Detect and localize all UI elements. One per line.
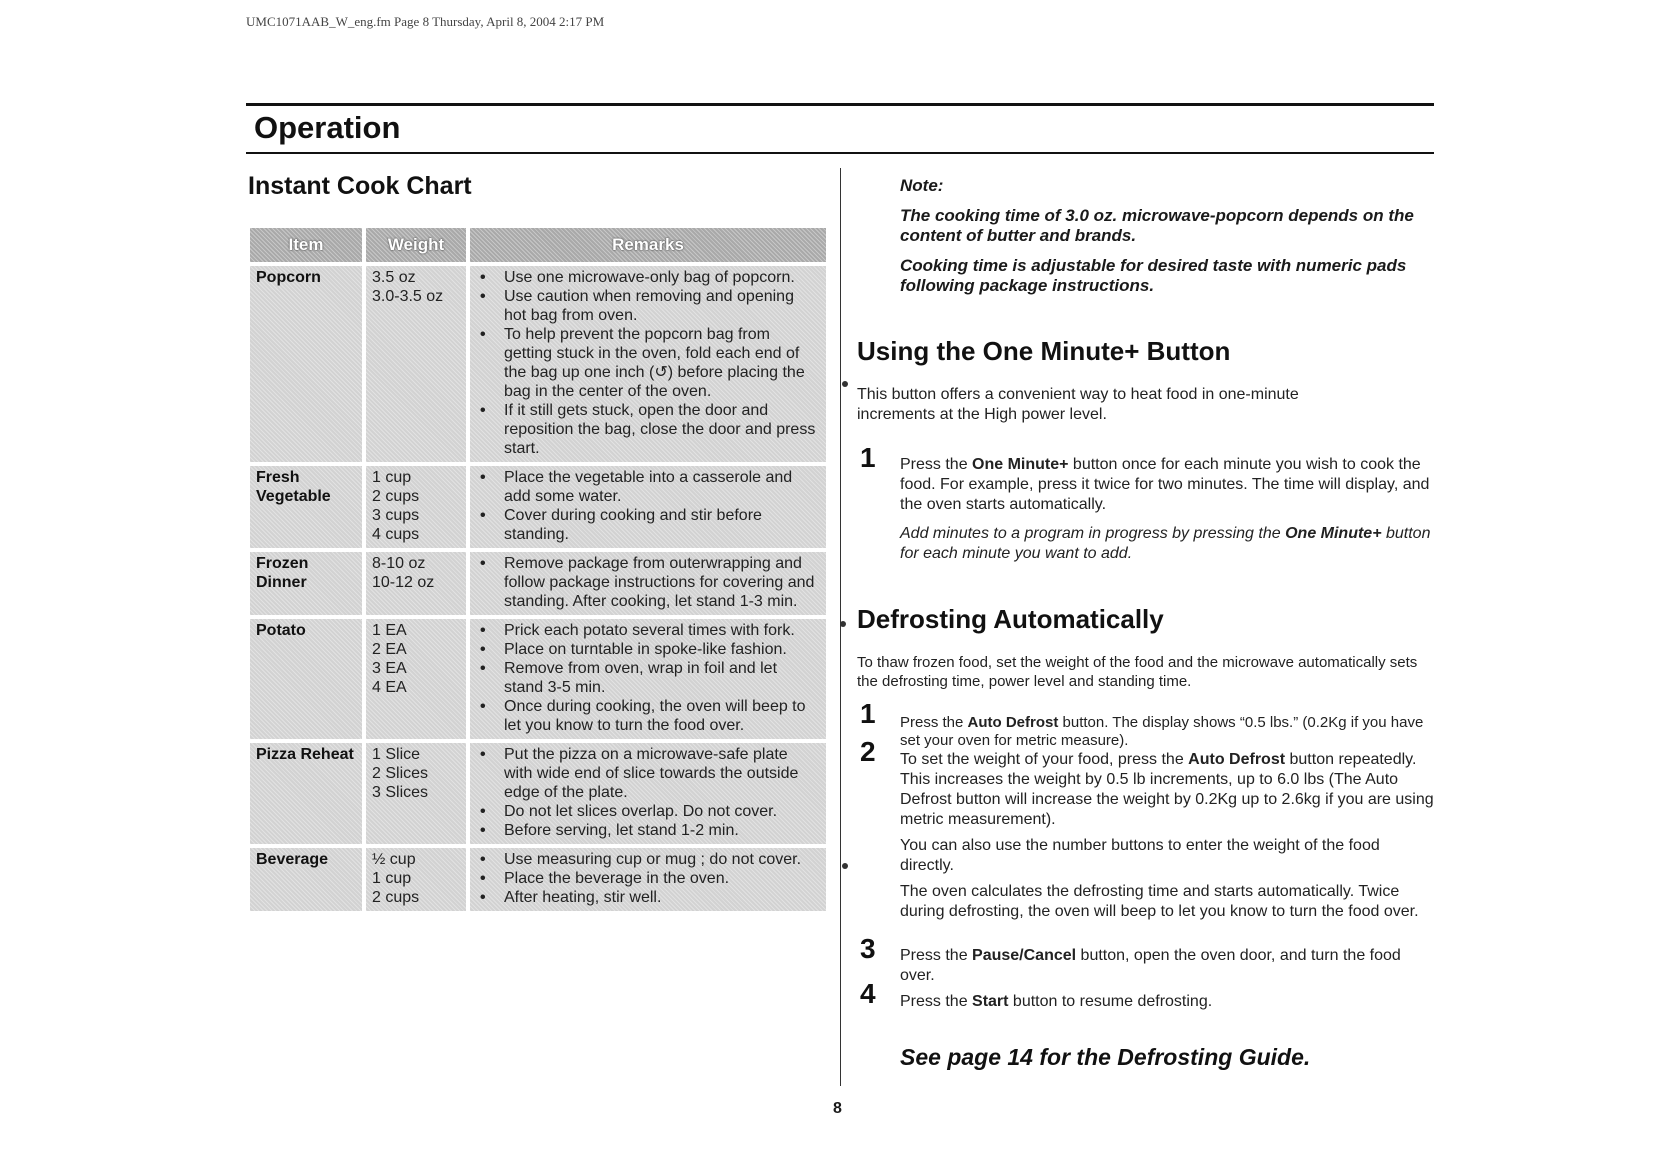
weight-value: 10-12 oz: [372, 574, 435, 591]
table-row-potato: [250, 619, 826, 739]
one-minute-title: Using the One Minute+ Button: [857, 336, 1231, 366]
table-row-beverage: [250, 848, 826, 911]
remark-item: • If it still gets stuck, open the door and reposition the bag, close the door and press start.: [476, 401, 820, 458]
defrost-step-2-extra: The oven calculates the defrosting time and starts automatically. Twice during defrosting, the oven will beep to let you know to turn the food over.: [900, 883, 1419, 920]
remark-item: • Put the pizza on a microwave-safe plate with wide end of slice towards the outside edge of the plate.: [476, 745, 820, 802]
instant-cook-table: [246, 224, 830, 915]
remark-item: • Remove package from outerwrapping and follow package instructions for covering and standing. After cooking, let stand 1-3 min.: [476, 554, 820, 611]
margin-mark: [842, 381, 848, 387]
remark-item: • Place the beverage in the oven.: [476, 869, 820, 888]
remarks-cell: [470, 552, 826, 615]
margin-mark: [842, 863, 848, 869]
remarks-cell: [470, 266, 826, 462]
weight-value: 2 Slices: [372, 765, 429, 782]
remarks-cell: [470, 466, 826, 548]
weight-value: 1 EA: [372, 622, 407, 639]
weight-value: 3.0-3.5 oz: [372, 288, 444, 305]
weight-value: 3.5 oz: [372, 269, 416, 286]
weight-cell: [366, 743, 466, 844]
header-remarks: Remarks: [470, 228, 826, 262]
defrost-intro: To thaw frozen food, set the weight of the food and the microwave automatically sets the defrosting time, power level and standing time.: [857, 654, 1418, 690]
step-number: 1: [860, 442, 876, 473]
step-number: 1: [860, 698, 876, 729]
defrost-step-4: Press the Start button to resume defrosting.: [900, 993, 1213, 1010]
remark-item: • Use measuring cup or mug ; do not cover.: [476, 850, 820, 869]
one-minute-add-note: Add minutes to a program in progress by pressing the One Minute+ button for each minute you want to add.: [900, 525, 1431, 562]
weight-value: 4 cups: [372, 526, 420, 543]
table-header-row: [250, 228, 826, 262]
weight-value: 3 Slices: [372, 784, 429, 801]
item-cell: Pizza Reheat: [250, 743, 362, 844]
weight-cell: [366, 466, 466, 548]
weight-value: 1 cup: [372, 469, 412, 486]
one-minute-intro: This button offers a convenient way to heat food in one-minute increments at the High power level.: [857, 386, 1299, 423]
weight-value: 3 cups: [372, 507, 420, 524]
weight-value: 3 EA: [372, 660, 407, 677]
remark-item: • Use one microwave-only bag of popcorn.: [476, 268, 820, 287]
section-title: Operation: [254, 110, 401, 145]
weight-value: ½ cup: [372, 851, 416, 868]
step-number: 3: [860, 933, 876, 964]
file-header: UMC1071AAB_W_eng.fm Page 8 Thursday, April 8, 2004 2:17 PM: [246, 14, 605, 29]
chart-title: Instant Cook Chart: [248, 172, 472, 200]
step-number: 2: [860, 736, 876, 767]
table-row-pizza-reheat: [250, 743, 826, 844]
remarks-cell: [470, 619, 826, 739]
defrost-step-3: Press the Pause/Cancel button, open the oven door, and turn the food over.: [900, 947, 1401, 984]
remark-item: • Place on turntable in spoke-like fashion.: [476, 640, 820, 659]
header-weight: Weight: [366, 228, 466, 262]
table-row-fresh-vegetable: [250, 466, 826, 548]
note-paragraph: The cooking time of 3.0 oz. microwave-popcorn depends on the content of butter and brands.: [900, 206, 1414, 245]
page-number: 8: [833, 1100, 842, 1117]
weight-value: 1 Slice: [372, 746, 421, 763]
item-cell: Fresh Vegetable: [250, 466, 362, 548]
see-page-reference: See page 14 for the Defrosting Guide.: [900, 1044, 1311, 1070]
weight-value: 1 cup: [372, 870, 412, 887]
remark-item: • Cover during cooking and stir before standing.: [476, 506, 820, 544]
weight-value: 8-10 oz: [372, 555, 426, 572]
remarks-cell: [470, 848, 826, 911]
table-row-frozen-dinner: [250, 552, 826, 615]
remark-item: • To help prevent the popcorn bag from getting stuck in the oven, fold each end of the bag up one inch (↺) before placing the bag in the center of the oven.: [476, 325, 820, 401]
weight-cell: [366, 266, 466, 462]
defrost-step-2: To set the weight of your food, press the Auto Defrost button repeatedly. This increases the weight by 0.5 lb increments, up to 6.0 lbs (The Auto Defrost button will increase the weight by 0.2Kg up to 2.6kg if you are using metric measurement).: [900, 751, 1434, 828]
column-divider: [840, 168, 841, 1086]
note-paragraph: Cooking time is adjustable for desired taste with numeric pads following package instructions.: [900, 256, 1407, 295]
section-title-bar: [246, 103, 1434, 154]
weight-value: 2 EA: [372, 641, 407, 658]
weight-cell: [366, 848, 466, 911]
remarks-cell: [470, 743, 826, 844]
weight-value: 2 cups: [372, 488, 420, 505]
table-row-popcorn: [250, 266, 826, 462]
weight-value: 2 cups: [372, 889, 420, 906]
remark-item: • Remove from oven, wrap in foil and let stand 3-5 min.: [476, 659, 820, 697]
remark-item: • Once during cooking, the oven will beep to let you know to turn the food over.: [476, 697, 820, 735]
remark-item: • After heating, stir well.: [476, 888, 820, 907]
item-cell: Potato: [250, 619, 362, 739]
margin-mark: [840, 621, 846, 627]
item-cell: Popcorn: [250, 266, 362, 462]
defrost-step-2-extra: You can also use the number buttons to enter the weight of the food directly.: [900, 837, 1380, 874]
remark-item: • Do not let slices overlap. Do not cover.: [476, 802, 820, 821]
weight-value: 4 EA: [372, 679, 407, 696]
weight-cell: [366, 552, 466, 615]
header-item: Item: [250, 228, 362, 262]
remark-item: • Use caution when removing and opening hot bag from oven.: [476, 287, 820, 325]
remark-item: • Before serving, let stand 1-2 min.: [476, 821, 820, 840]
defrost-title: Defrosting Automatically: [857, 604, 1164, 634]
one-minute-step-1: Press the One Minute+ button once for each minute you wish to cook the food. For example, press it twice for two minutes. The time will display, and the oven starts automatically.: [900, 456, 1430, 513]
item-cell: Beverage: [250, 848, 362, 911]
step-number: 4: [860, 978, 876, 1009]
remark-item: • Prick each potato several times with fork.: [476, 621, 820, 640]
note-label: Note:: [900, 176, 944, 195]
defrost-step-1: Press the Auto Defrost button. The display shows “0.5 lbs.” (0.2Kg if you have set your oven for metric measure).: [900, 714, 1424, 749]
weight-cell: [366, 619, 466, 739]
remark-item: • Place the vegetable into a casserole and add some water.: [476, 468, 820, 506]
item-cell: Frozen Dinner: [250, 552, 362, 615]
